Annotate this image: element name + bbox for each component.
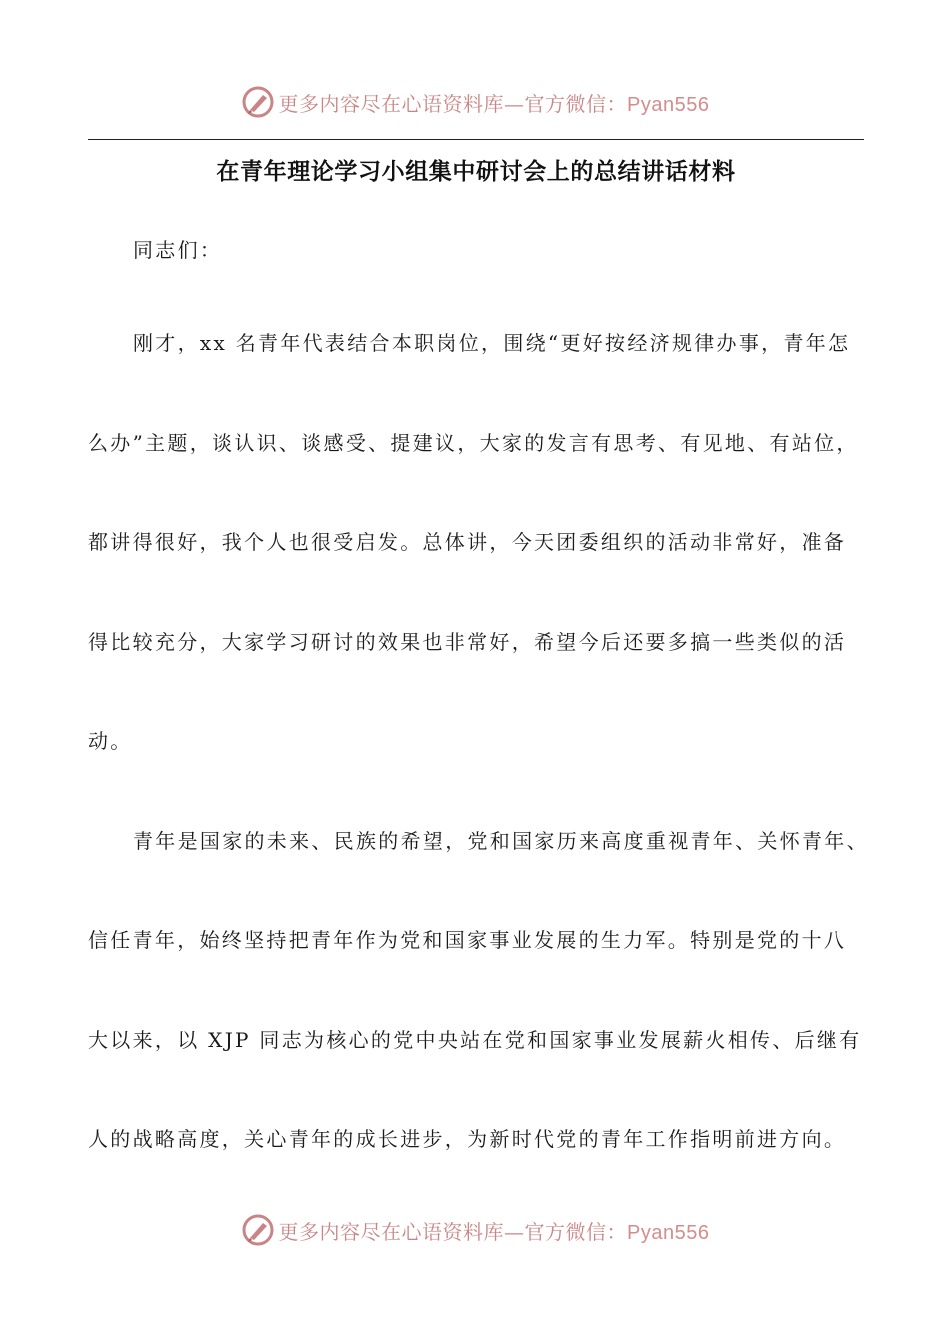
paragraph-line: 得比较充分，大家学习研讨的效果也非常好，希望今后还要多搞一些类似的活 bbox=[88, 629, 847, 654]
paragraph-line: 刚才，xx 名青年代表结合本职岗位，围绕“更好按经济规律办事，青年怎 bbox=[133, 331, 851, 355]
paragraph-line: 青年是国家的未来、民族的希望，党和国家历来高度重视青年、关怀青年、 bbox=[133, 828, 869, 853]
paragraph-2 bbox=[88, 792, 869, 1190]
footer-watermark bbox=[0, 1210, 950, 1250]
header-watermark bbox=[0, 82, 950, 122]
document-body bbox=[88, 207, 869, 1190]
paragraph-line: 信任青年，始终坚持把青年作为党和国家事业发展的生力军。特别是党的十八 bbox=[88, 928, 847, 952]
watermark-text: 更多内容尽在心语资料库—官方微信：Pyan556 bbox=[278, 91, 710, 116]
header-divider bbox=[88, 139, 864, 140]
pen-logo-icon bbox=[241, 85, 275, 119]
document-title: 在青年理论学习小组集中研讨会上的总结讲话材料 bbox=[216, 159, 736, 185]
watermark-text: 更多内容尽在心语资料库—官方微信：Pyan556 bbox=[278, 1219, 710, 1244]
paragraph-line: 么办”主题，谈认识、谈感受、提建议，大家的发言有思考、有见地、有站位， bbox=[88, 430, 859, 455]
paragraph-1 bbox=[88, 294, 864, 792]
paragraph-line: 大以来，以 XJP 同志为核心的党中央站在党和国家事业发展薪火相传、后继有 bbox=[88, 1027, 862, 1052]
wechat-id: Pyan556 bbox=[627, 93, 710, 116]
pen-logo-icon bbox=[241, 1213, 275, 1247]
paragraph-line: 动。 bbox=[88, 729, 133, 753]
wechat-id: Pyan556 bbox=[627, 1221, 710, 1244]
salutation: 同志们： bbox=[133, 238, 223, 262]
paragraph-line: 人的战略高度，关心青年的成长进步，为新时代党的青年工作指明前进方向。 bbox=[88, 1127, 847, 1151]
paragraph-line: 都讲得很好，我个人也很受启发。总体讲，今天团委组织的活动非常好，准备 bbox=[88, 530, 847, 554]
